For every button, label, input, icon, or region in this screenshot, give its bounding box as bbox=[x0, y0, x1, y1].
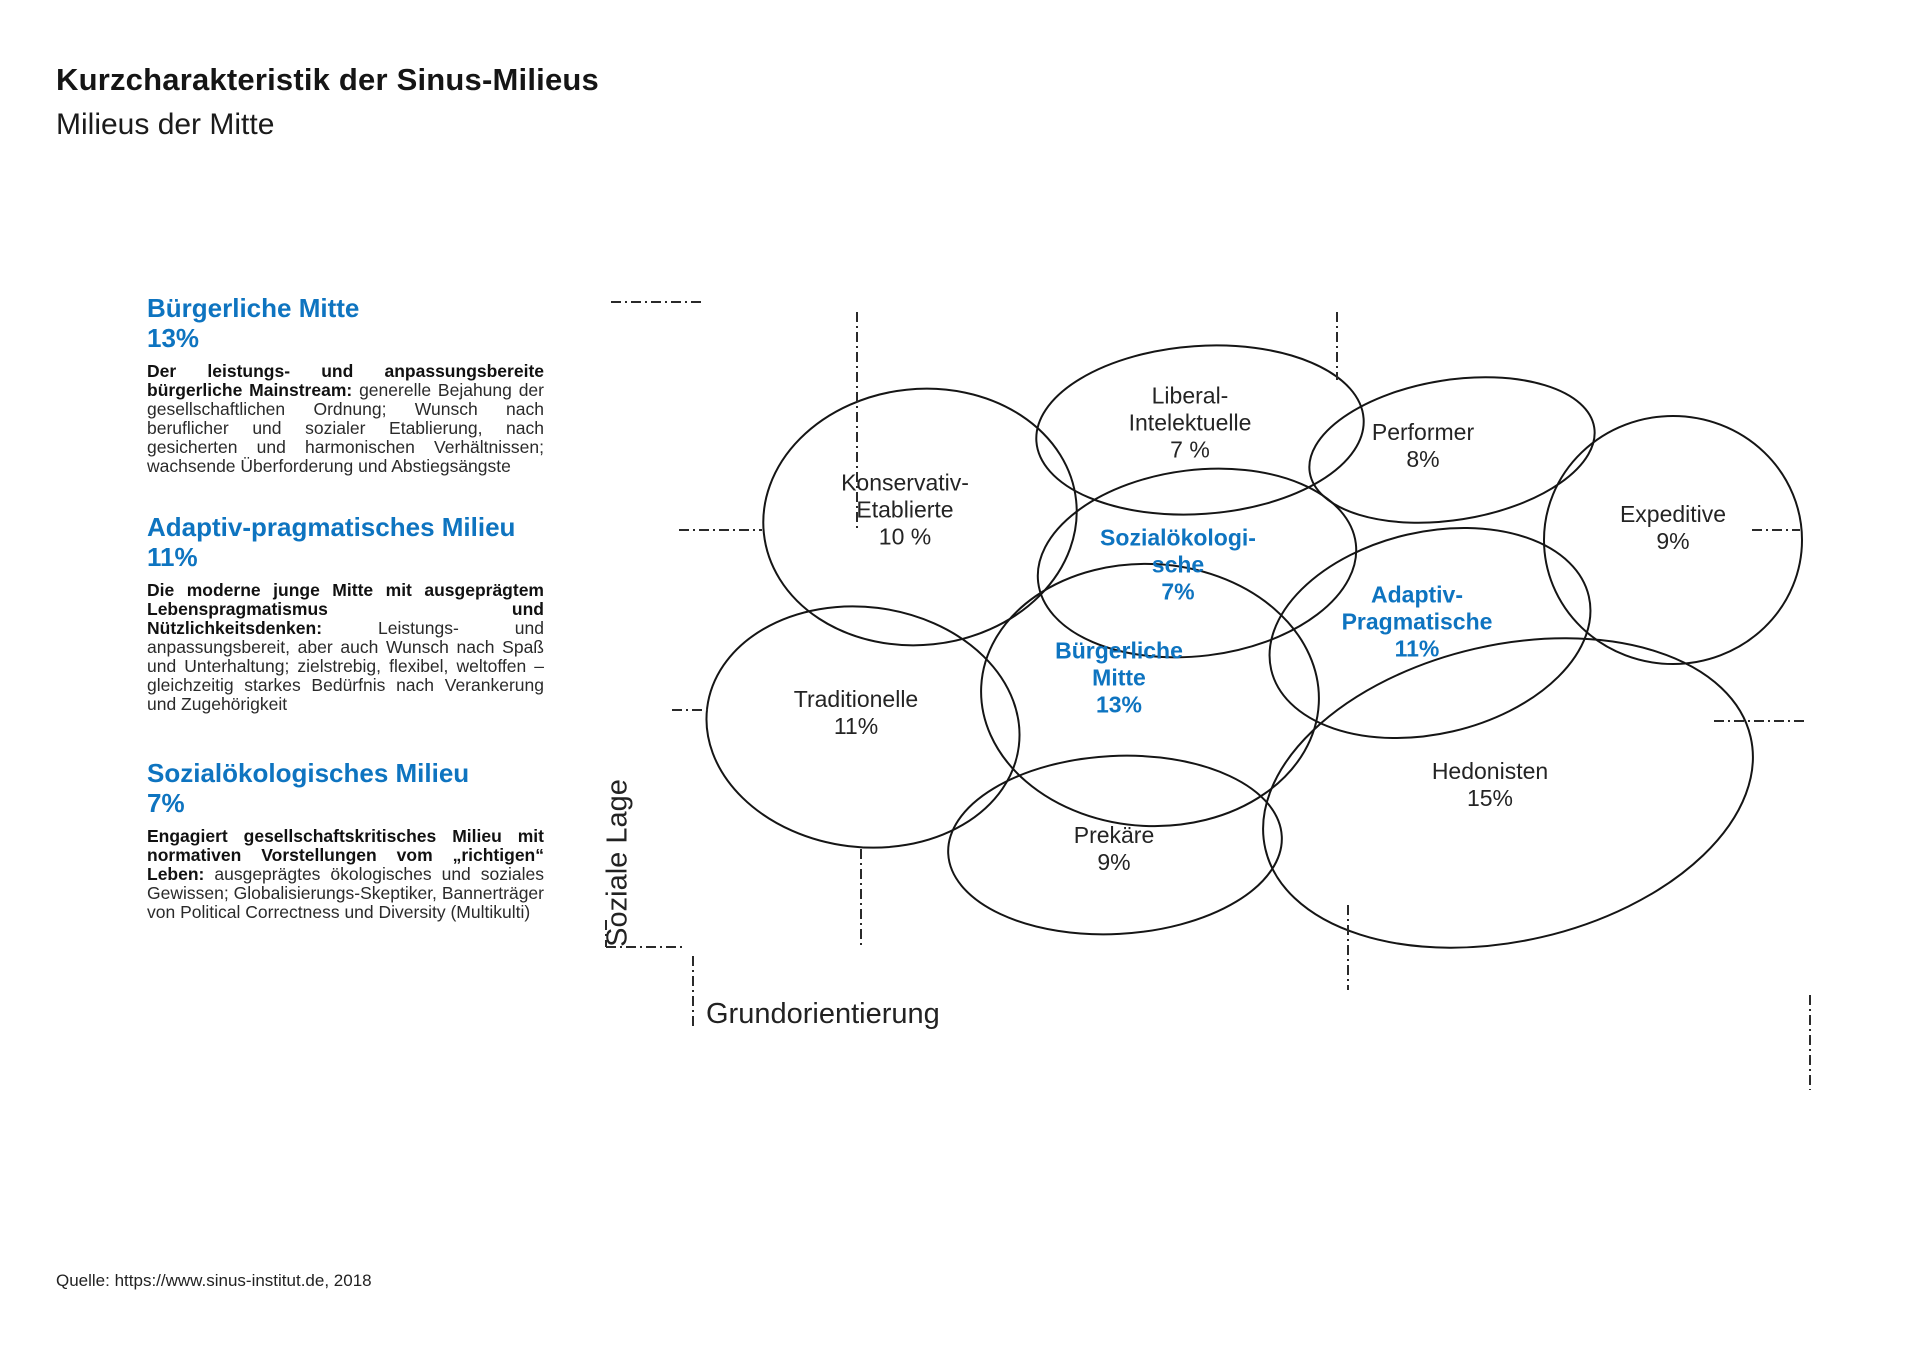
page-subtitle: Milieus der Mitte bbox=[56, 108, 275, 141]
milieu-heading: Adaptiv-pragmatisches Milieu bbox=[147, 512, 516, 542]
description-lead: Engagiert gesellschaftskritisches Milieu mit normativen Vorstellungen vom „richtigen“ Leben: bbox=[147, 826, 544, 884]
label-line: Prekäre bbox=[1073, 822, 1155, 848]
label-line: Pragmatische bbox=[1341, 608, 1493, 635]
label-line: 7 % bbox=[1170, 436, 1210, 463]
label-line: 13% bbox=[1095, 691, 1143, 718]
label-line: 10 % bbox=[878, 523, 932, 550]
y-axis-label: Soziale Lage bbox=[601, 779, 634, 947]
milieu-label-konservativ-etablierte bbox=[841, 470, 969, 551]
x-axis-label: Grundorientierung bbox=[706, 998, 940, 1030]
label-line: 8% bbox=[1406, 446, 1440, 472]
label-line: 9% bbox=[1097, 849, 1131, 875]
description-text: Leistungs- und anpassungsbereit, aber auch Wunsch nach Spaß und Unterhaltung; zielstrebig, flexibel, weltoffen – gleichzeitig starkes Bedürfnis nach Verankerung und Zugehörigkeit bbox=[147, 618, 544, 714]
milieu-label-liberal-intelektuelle bbox=[1129, 383, 1252, 464]
label-line: 15% bbox=[1466, 785, 1514, 811]
description-text: ausgeprägtes ökologisches und soziales Gewissen; Globalisierungs-Skeptiker, Bannerträger von Political Correctness und Diversity (Multikulti) bbox=[147, 864, 544, 922]
milieu-heading: Bürgerliche Mitte bbox=[147, 293, 360, 323]
description-lead: Die moderne junge Mitte mit ausgeprägtem Lebenspragmatismus und Nützlichkeitsdenken: bbox=[147, 580, 544, 638]
label-line: Expeditive bbox=[1619, 501, 1727, 527]
label-line: 7% bbox=[1161, 578, 1195, 605]
label-line: 9% bbox=[1656, 528, 1690, 554]
label-line: Hedonisten bbox=[1431, 758, 1549, 784]
milieu-heading: Sozialökologisches Milieu bbox=[147, 758, 470, 788]
description-lead: Der leistungs- und anpassungsbereite bürgerliche Mainstream: bbox=[147, 361, 544, 400]
milieu-label-buergerliche-mitte bbox=[1055, 638, 1183, 719]
milieu-label-hedonisten bbox=[1432, 758, 1548, 812]
label-line: Konservativ- bbox=[841, 469, 969, 496]
label-line: Traditionelle bbox=[793, 686, 919, 712]
label-line: Performer bbox=[1371, 419, 1475, 445]
label-line: 11% bbox=[833, 713, 879, 739]
milieu-label-performer bbox=[1372, 419, 1474, 473]
milieu-percent: 7% bbox=[147, 788, 185, 818]
milieu-label-expeditive bbox=[1620, 501, 1726, 555]
label-line: Intelektuelle bbox=[1128, 409, 1252, 436]
label-line: 11% bbox=[1394, 635, 1440, 662]
label-line: Mitte bbox=[1092, 664, 1146, 691]
label-line: Etablierte bbox=[856, 496, 954, 523]
page-title: Kurzcharakteristik der Sinus-Milieus bbox=[56, 62, 599, 97]
description-text: generelle Bejahung der gesellschaftlichen Ordnung; Wunsch nach beruflicher und sozialer Etablierung, nach gesicherten und harmonischen Verhältnissen; wachsende Überforderung und Abstiegsängste bbox=[147, 380, 544, 476]
milieu-label-traditionelle bbox=[794, 686, 918, 740]
label-line: Liberal- bbox=[1151, 382, 1229, 409]
milieu-label-sozialoekologische bbox=[1100, 525, 1256, 606]
milieu-label-prekaere bbox=[1074, 822, 1155, 876]
milieu-label-adaptiv-pragmatische bbox=[1342, 582, 1493, 663]
label-line: Adaptiv- bbox=[1370, 581, 1463, 608]
milieu-percent: 11% bbox=[147, 542, 198, 572]
milieu-percent: 13% bbox=[147, 323, 200, 353]
label-line: Bürgerliche bbox=[1055, 637, 1183, 664]
label-line: Sozialökologi- bbox=[1100, 524, 1256, 551]
label-line: sche bbox=[1151, 551, 1205, 578]
source-note: Quelle: https://www.sinus-institut.de, 2018 bbox=[56, 1271, 372, 1290]
